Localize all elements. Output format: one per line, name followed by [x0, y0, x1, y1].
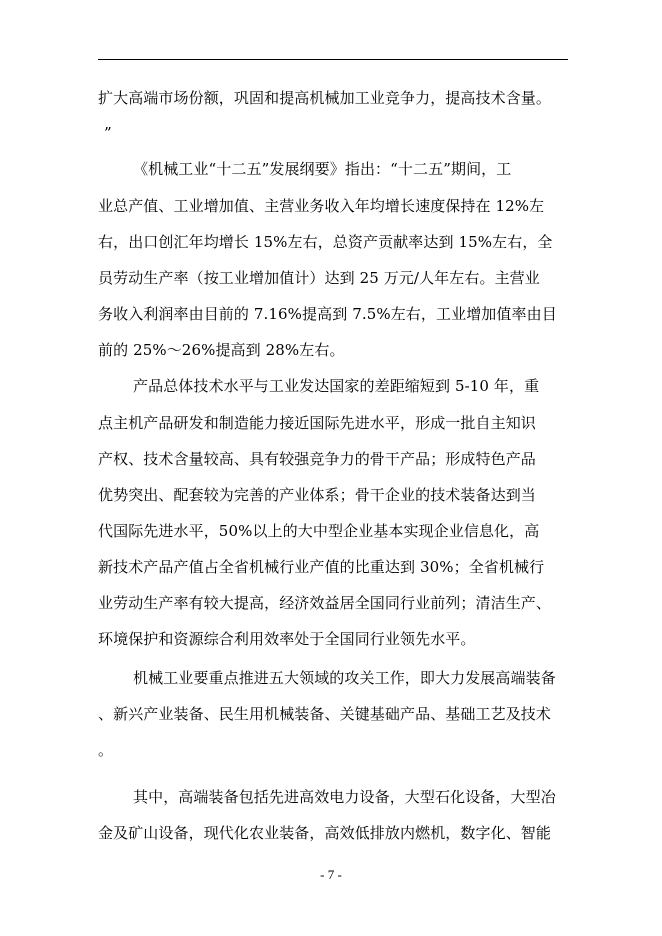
- text-line: 优势突出、配套较为完善的产业体系；骨干企业的技术装备达到当: [98, 486, 536, 504]
- text-line: 代国际先进水平，50%以上的大中型企业基本实现企业信息化，高: [98, 522, 540, 540]
- text-line: 扩大高端市场份额，巩固和提高机械加工业竞争力，提高技术含量。: [98, 89, 552, 107]
- text-line: 点主机产品研发和制造能力接近国际先进水平，形成一批自主知识: [98, 414, 536, 432]
- text-line: 其中，高端装备包括先进高效电力设备，大型石化设备，大型冶: [133, 788, 556, 806]
- text-line: 产权、技术含量较高、具有较强竞争力的骨干产品；形成特色产品: [98, 450, 536, 468]
- text-line: 员劳动生产率（按工业增加值计）达到 25 万元/人年左右。主营业: [98, 269, 540, 287]
- text-line: 业劳动生产率有较大提高，经济效益居全国同行业前列；清洁生产、: [98, 594, 552, 612]
- text-line: 。: [98, 741, 114, 759]
- text-line: 前的 25%～26%提高到 28%左右。: [98, 341, 345, 359]
- text-line: 新技术产品产值占全省机械行业产值的比重达到 30%；全省机械行: [98, 558, 545, 576]
- text-line: 右，出口创汇年均增长 15%左右，总资产贡献率达到 15%左右，全: [98, 233, 553, 251]
- page-number: - 7 -: [320, 867, 342, 882]
- text-line: 产品总体技术水平与工业发达国家的差距缩短到 5-10 年，重: [133, 377, 540, 395]
- text-line: 、新兴产业装备、民生用机械装备、关键基础产品、基础工艺及技术: [98, 705, 552, 723]
- text-line: 金及矿山设备，现代化农业装备，高效低排放内燃机，数字化、智能: [98, 824, 552, 842]
- text-line: 务收入利润率由目前的 7.16%提高到 7.5%左右，工业增加值率由目: [98, 305, 557, 323]
- text-line: 《机械工业“十二五”发展纲要》指出：“十二五”期间，工: [133, 160, 512, 178]
- header-rule: [98, 59, 568, 60]
- text-line: 业总产值、工业增加值、主营业务收入年均增长速度保持在 12%左: [98, 197, 545, 215]
- text-line: ”: [104, 124, 112, 142]
- text-line: 环境保护和资源综合利用效率处于全国同行业领先水平。: [98, 630, 476, 648]
- text-line: 机械工业要重点推进五大领域的攻关工作，即大力发展高端装备: [133, 669, 556, 687]
